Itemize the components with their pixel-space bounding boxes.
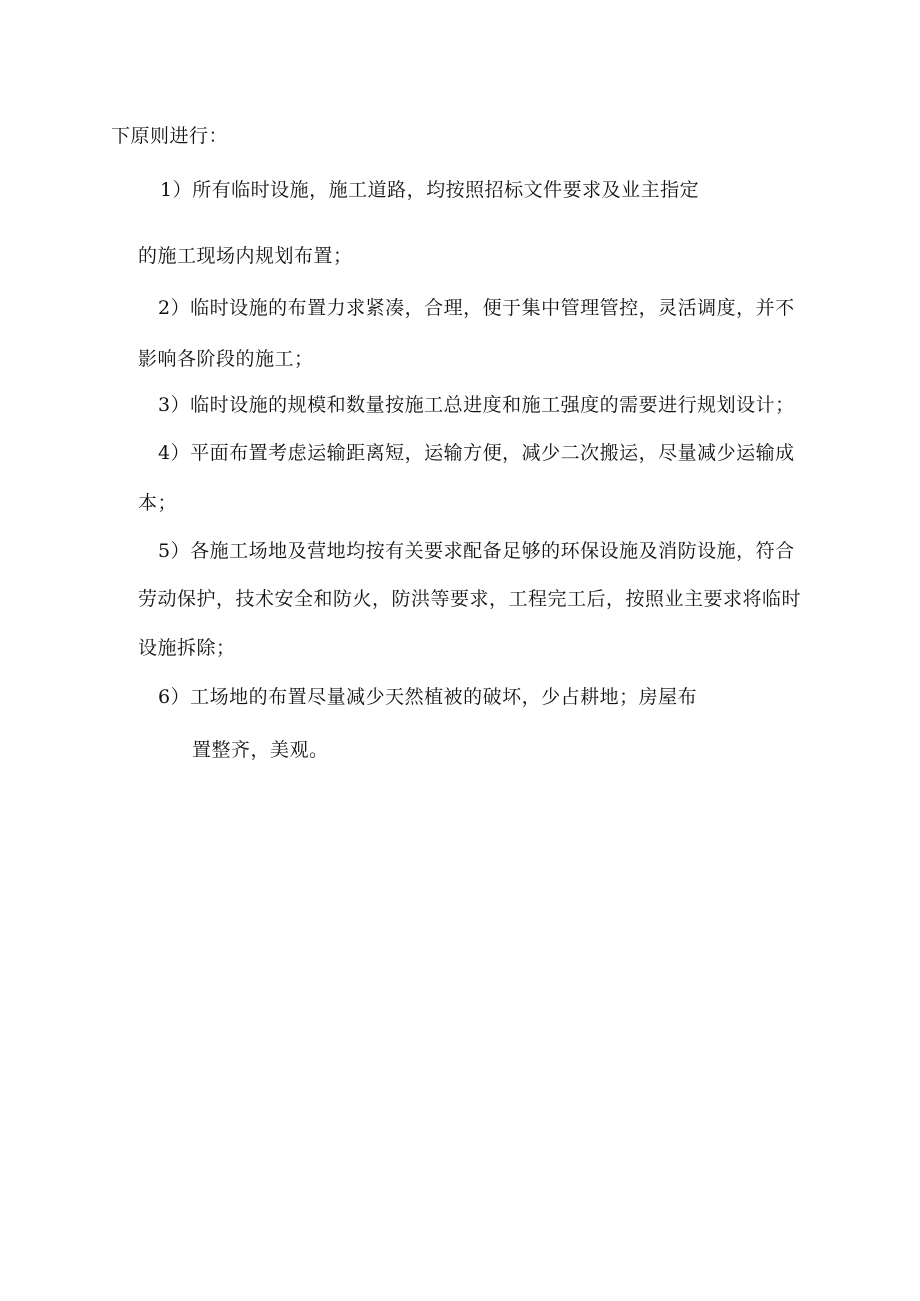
text-line-item-2-cont: 影响各阶段的施工； — [138, 348, 314, 370]
text-line-item-6-cont: 置整齐，美观。 — [192, 739, 329, 761]
text-line-item-1-cont: 的施工现场内规划布置； — [138, 245, 353, 267]
text-line-item-5: 5）各施工场地及营地均按有关要求配备足够的环保设施及消防设施，符合 — [158, 540, 795, 562]
text-line-item-3: 3）临时设施的规模和数量按施工总进度和施工强度的需要进行规划设计； — [158, 394, 795, 416]
text-line-item-4-cont: 本； — [138, 492, 178, 514]
text-line-item-1: 1）所有临时设施，施工道路，均按照招标文件要求及业主指定 — [160, 179, 700, 201]
text-line-item-4: 4）平面布置考虑运输距离短，运输方便，减少二次搬运，尽量减少运输成 — [158, 442, 795, 464]
text-line-item-2: 2）临时设施的布置力求紧凑，合理，便于集中管理管控，灵活调度，并不 — [158, 297, 795, 319]
text-line-item-6: 6）工场地的布置尽量减少天然植被的破坏，少占耕地；房屋布 — [158, 686, 698, 708]
text-line-item-5-cont-2: 设施拆除； — [138, 637, 236, 659]
text-line-item-5-cont-1: 劳动保护，技术安全和防火，防洪等要求，工程完工后，按照业主要求将临时 — [138, 588, 802, 610]
text-line-intro: 下原则进行： — [111, 125, 229, 147]
